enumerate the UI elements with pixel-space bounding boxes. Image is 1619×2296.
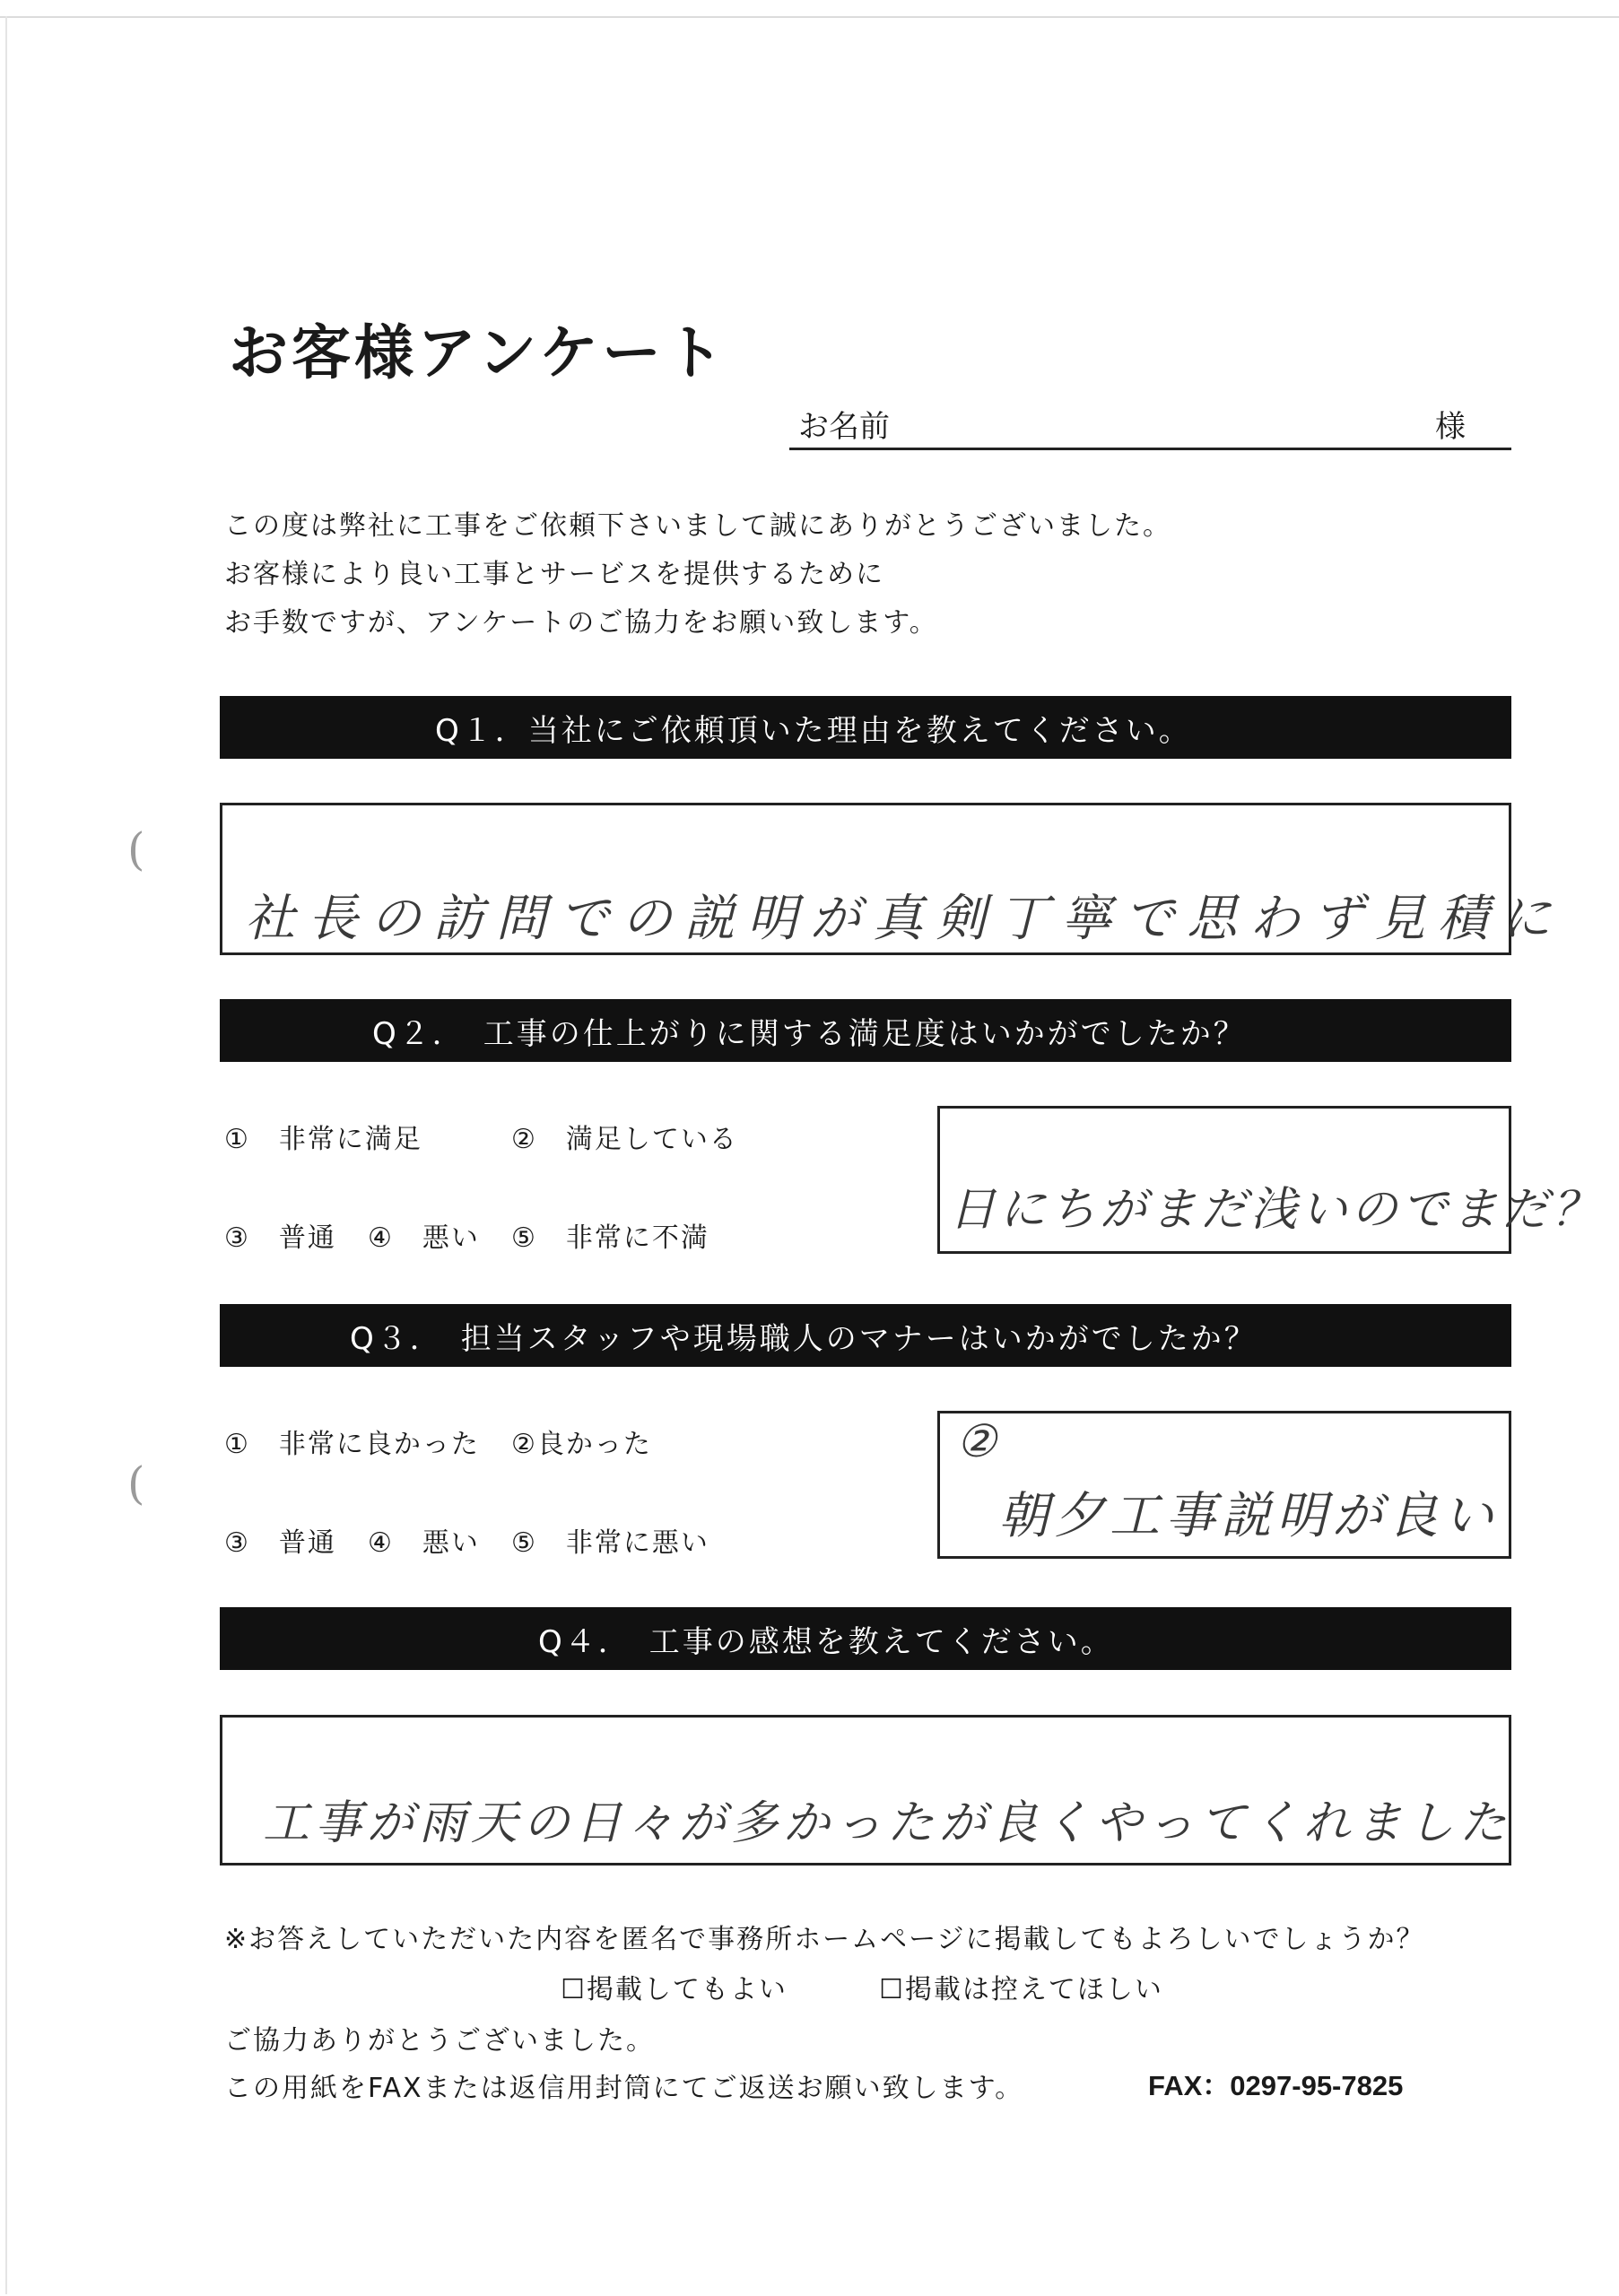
q3-option-1: ① 非常に良かった [224,1429,480,1460]
q2-option-3: ③ 普通 [224,1222,336,1254]
name-label: お名前 [798,409,890,445]
scan-edge-top [0,16,1619,18]
q1-handwritten-answer: 社長の訪問での説明が真剣丁寧で思わず見積に [245,890,1563,948]
tick-mark: ( [127,823,145,875]
publish-yes-checkbox[interactable]: ☐掲載してもよい [561,1974,788,2005]
q2-option-5: ⑤ 非常に不満 [511,1222,709,1254]
intro-text [224,502,1171,648]
q2-option-2: ② 満足している [511,1124,738,1155]
name-field-line [789,448,1511,450]
q1-header: Q１．当社にご依頼頂いた理由を教えてください。 [220,696,1511,759]
page-title: お客様アンケート [229,318,728,387]
q2-handwritten-answer: 日にちがまだ浅いのでまだ？ [949,1183,1603,1237]
intro-line-2: お客様により良い工事とサービスを提供するために [224,559,884,590]
q3-header: Q３． 担当スタッフや現場職人のマナーはいかがでしたか？ [220,1304,1511,1367]
name-suffix: 様 [1435,409,1466,445]
q3-option-4: ④ 悪い [368,1527,480,1559]
q1-answer-box [220,803,1563,955]
publish-question: ※お答えしていただいた内容を匿名で事務所ホームページに掲載してもよろしいでしょうか？ [224,1924,1425,1955]
tick-mark: ( [127,1457,145,1509]
return-note: この用紙をFAXまたは返信用封筒にてご返送お願い致します。 [224,2073,1024,2104]
publish-no-checkbox[interactable]: ☐掲載は控えてほしい [879,1974,1163,2005]
q3-answer-box [937,1411,1511,1559]
q3-option-3: ③ 普通 [224,1527,336,1559]
q3-handwritten-answer: 朝夕工事説明が良い [998,1487,1499,1545]
intro-line-1: この度は弊社に工事をご依頼下さいまして誠にありがとうございました。 [224,510,1171,542]
q3-option-5: ⑤ 非常に悪い [511,1527,709,1559]
intro-line-3: お手数ですが、アンケートのご協力をお願い致します。 [224,607,938,639]
q3-handwritten-mark: ② [956,1415,997,1467]
thanks-text: ご協力ありがとうございました。 [224,2025,655,2057]
q4-handwritten-answer: 工事が雨天の日々が多かったが良くやってくれました [263,1796,1512,1850]
fax-number: FAX：0297-95-7825 [1148,2070,1404,2101]
q2-option-4: ④ 悪い [368,1222,480,1254]
q2-header: Q２． 工事の仕上がりに関する満足度はいかがでしたか？ [220,999,1511,1062]
q3-option-2: ②良かった [511,1429,652,1460]
q2-option-1: ① 非常に満足 [224,1124,422,1155]
scan-edge-left [5,16,7,2294]
q4-answer-box [220,1715,1511,1866]
q4-header: Q４． 工事の感想を教えてください。 [220,1607,1511,1670]
q2-answer-box [937,1106,1603,1254]
